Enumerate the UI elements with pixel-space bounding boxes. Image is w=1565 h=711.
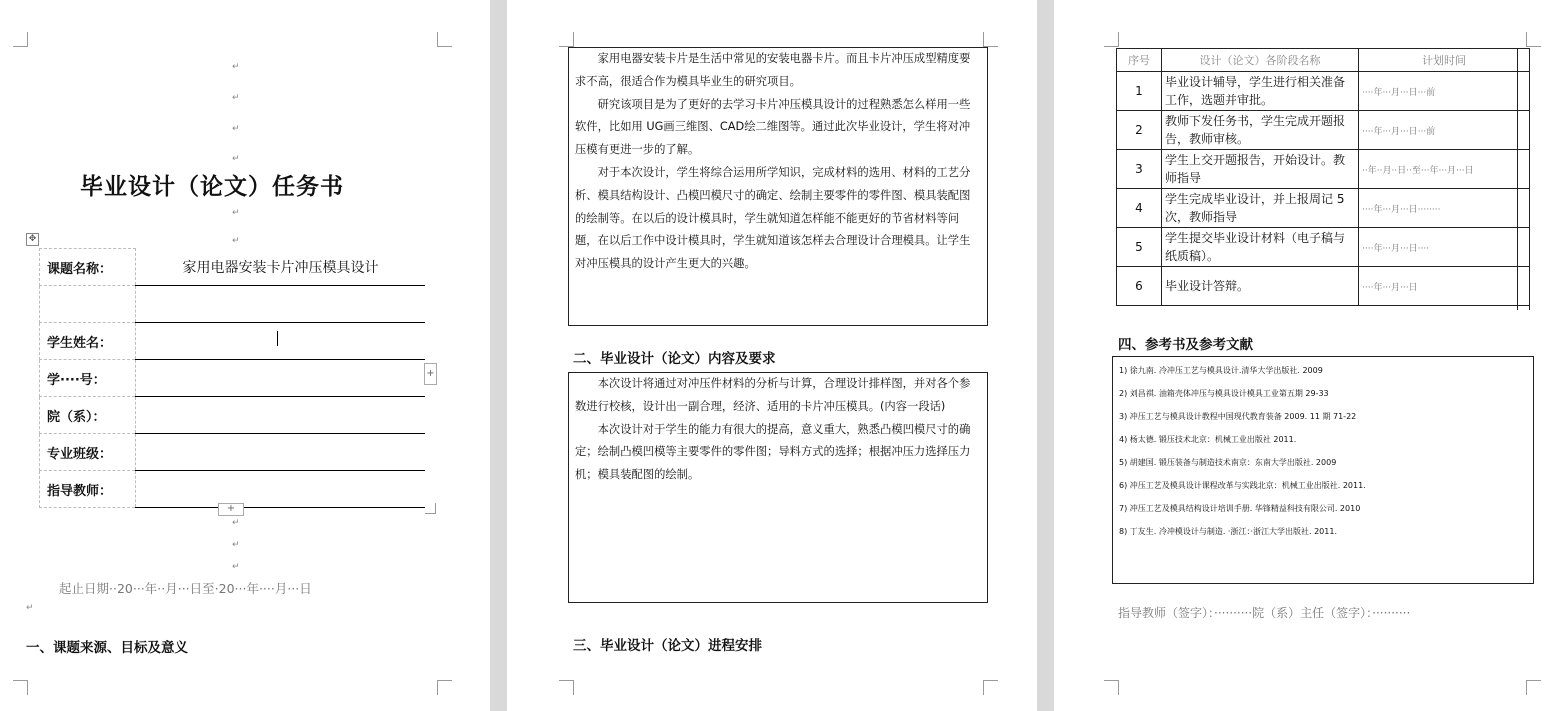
text-cursor: [277, 331, 278, 346]
row-number: 3: [1117, 150, 1162, 189]
row-number: 6: [1117, 267, 1162, 306]
form-row: [40, 434, 426, 471]
content-textbox[interactable]: [568, 372, 988, 603]
table-row: [1117, 189, 1530, 228]
body-paragraph: 对于本次设计，学生将综合运用所学知识，完成材料的选用、材料的工艺分析、模具结构设计、凸模凹模尺寸的确定、绘制主要零件的零件图、模具装配图的绘制等。在以后的设计模具时，学生就知道怎样能不能更好的节省材料等问题，在以后工作中设计模具时，学生就知道该怎样去合理设计合理模具。让学生对冲压模具的设计产生更大的兴趣。: [575, 165, 971, 271]
department-field[interactable]: [136, 397, 426, 434]
crop-mark: [559, 32, 574, 47]
table-row: [1117, 111, 1530, 150]
paragraph-mark: ↵: [232, 208, 240, 218]
table-row: [1117, 72, 1530, 111]
schedule-table: [1116, 48, 1530, 306]
reference-item: 6) 冲压工艺及模具设计课程改革与实践北京：机械工业出版社. 2011.: [1119, 481, 1366, 490]
row-number: 1: [1117, 72, 1162, 111]
form-label: [40, 286, 136, 323]
student-id-field[interactable]: [136, 360, 426, 397]
table-row: [1117, 267, 1530, 306]
table-row: [1117, 150, 1530, 189]
crop-mark: [983, 680, 998, 695]
row-number: 5: [1117, 228, 1162, 267]
planned-time[interactable]: ····年···月···日: [1359, 267, 1530, 306]
crop-mark: [983, 32, 998, 47]
crop-mark: [13, 32, 28, 47]
form-row: [40, 360, 426, 397]
stage-name[interactable]: 毕业设计辅导，学生进行相关准备工作，选题并审批。: [1162, 72, 1359, 111]
student-info-form: [39, 248, 425, 508]
reference-item: 3) 冲压工艺与模具设计教程中国现代教育装备 2009. 11 期 71-22: [1119, 412, 1357, 421]
page-1: [0, 0, 490, 711]
column-header: 设计（论文）各阶段名称: [1162, 49, 1359, 72]
section-heading-4: 四、参考书及参考文献: [1118, 337, 1253, 353]
paragraph-mark: ↵: [232, 124, 240, 134]
crop-mark: [559, 680, 574, 695]
form-label: 专业班级：: [40, 434, 136, 471]
stage-name[interactable]: 学生提交毕业设计材料（电子稿与纸质稿）。: [1162, 228, 1359, 267]
document-title: 毕业设计（论文）任务书: [80, 173, 344, 200]
paragraph-mark: ↵: [232, 236, 240, 246]
form-label: 学生姓名：: [40, 323, 136, 360]
form-label: 学····号：: [40, 360, 136, 397]
table-side-border: [1517, 48, 1530, 310]
planned-time[interactable]: ····年···月···日········: [1359, 189, 1530, 228]
crop-mark: [1526, 680, 1541, 695]
planned-time[interactable]: ····年···月···日····: [1359, 228, 1530, 267]
body-paragraph: 本次设计将通过对冲压件材料的分析与计算，合理设计排样图，并对各个参数进行校核，设计出一副合理，经济、适用的卡片冲压模具。(内容一段话): [575, 377, 971, 413]
reference-item: 7) 冲压工艺及模具结构设计培训手册. 华锋精益科技有限公司. 2010: [1119, 504, 1361, 513]
form-row: [40, 286, 426, 323]
purpose-textbox[interactable]: [568, 47, 988, 326]
stage-name[interactable]: 教师下发任务书，学生完成开题报告，教师审核。: [1162, 111, 1359, 150]
column-header: 序号: [1117, 49, 1162, 72]
class-field[interactable]: [136, 434, 426, 471]
body-paragraph: 家用电器安装卡片是生活中常见的安装电器卡片。而且卡片冲压成型精度要求不高，很适合作为模具毕业生的研究项目。: [575, 52, 971, 88]
form-row: [40, 323, 426, 360]
paragraph-mark: ↵: [232, 518, 240, 528]
page-3: [1054, 0, 1565, 711]
body-paragraph: 本次设计对于学生的能力有很大的提高，意义重大，熟悉凸模凹模尺寸的确定；绘制凸模凹模等主要零件的零件图；导料方式的选择；根据冲压力选择压力机；模具装配图的绘制。: [575, 422, 971, 482]
form-label: 指导教师：: [40, 471, 136, 508]
reference-item: 5) 胡建国. 锻压装备与制造技术南京：东南大学出版社. 2009: [1119, 458, 1337, 467]
row-number: 2: [1117, 111, 1162, 150]
paragraph-mark: ↵: [26, 603, 34, 613]
table-resize-handle[interactable]: [425, 503, 436, 514]
section-heading-2: 二、毕业设计（论文）内容及要求: [573, 351, 776, 367]
section-heading-1: 一、课题来源、目标及意义: [26, 640, 188, 656]
date-range: 起止日期··20···年··月···日至·20···年····月···日: [59, 581, 312, 596]
stage-name[interactable]: 学生完成毕业设计，并上报周记 5 次，教师指导: [1162, 189, 1359, 228]
references-textbox[interactable]: [1112, 356, 1534, 584]
crop-mark: [13, 680, 28, 695]
stage-name[interactable]: 学生上交开题报告，开始设计。教师指导: [1162, 150, 1359, 189]
table-move-handle[interactable]: ✥: [26, 233, 39, 246]
planned-time[interactable]: ····年···月···日···前: [1359, 111, 1530, 150]
reference-item: 4) 杨太德. 锻压技术北京：机械工业出版社 2011.: [1119, 435, 1297, 444]
crop-mark: [1526, 32, 1541, 47]
add-column-button[interactable]: +: [424, 363, 437, 385]
advisor-field[interactable]: [136, 471, 426, 508]
row-number: 4: [1117, 189, 1162, 228]
table-row: [1117, 228, 1530, 267]
form-row: [40, 249, 426, 286]
topic-name-field[interactable]: 家用电器安装卡片冲压模具设计: [136, 249, 426, 286]
form-row: [40, 471, 426, 508]
reference-item: 1) 徐九南. 冷冲压工艺与模具设计.清华大学出版社. 2009: [1119, 366, 1323, 375]
planned-time[interactable]: ··年··月··日··至···年···月···日: [1359, 150, 1530, 189]
student-name-field[interactable]: [136, 323, 426, 360]
topic-name-field-2[interactable]: [136, 286, 426, 323]
section-heading-3: 三、毕业设计（论文）进程安排: [573, 638, 762, 654]
form-label: 课题名称：: [40, 249, 136, 286]
paragraph-mark: ↵: [232, 93, 240, 103]
signature-line: 指导教师（签字）：··········院（系）主任（签字）：··········: [1118, 606, 1411, 620]
form-label: 院（系）：: [40, 397, 136, 434]
crop-mark: [1104, 32, 1119, 47]
paragraph-mark: ↵: [232, 62, 240, 72]
column-header: 计划时间: [1359, 49, 1530, 72]
planned-time[interactable]: ····年···月···日···前: [1359, 72, 1530, 111]
paragraph-mark: ↵: [232, 540, 240, 550]
form-row: [40, 397, 426, 434]
crop-mark: [437, 32, 452, 47]
add-row-button[interactable]: +: [218, 503, 244, 516]
crop-mark: [1104, 680, 1119, 695]
page-2: [507, 0, 1037, 711]
paragraph-mark: ↵: [232, 154, 240, 164]
stage-name[interactable]: 毕业设计答辩。: [1162, 267, 1359, 306]
table-header-row: [1117, 49, 1530, 72]
reference-item: 8) 丁友生. 冷冲模设计与制造. ·浙江：·浙江大学出版社. 2011.: [1119, 527, 1337, 536]
body-paragraph: 研究该项目是为了更好的去学习卡片冲压模具设计的过程熟悉怎么样用一些软件，比如用 UG画三维图、CAD绘二维图等。通过此次毕业设计，学生将对冲压模有更进一步的了解。: [575, 97, 971, 157]
crop-mark: [437, 680, 452, 695]
paragraph-mark: ↵: [232, 562, 240, 572]
reference-item: 2) 刘昌祺. 油箱壳体冲压与模具设计模具工业第五期 29-33: [1119, 389, 1329, 398]
